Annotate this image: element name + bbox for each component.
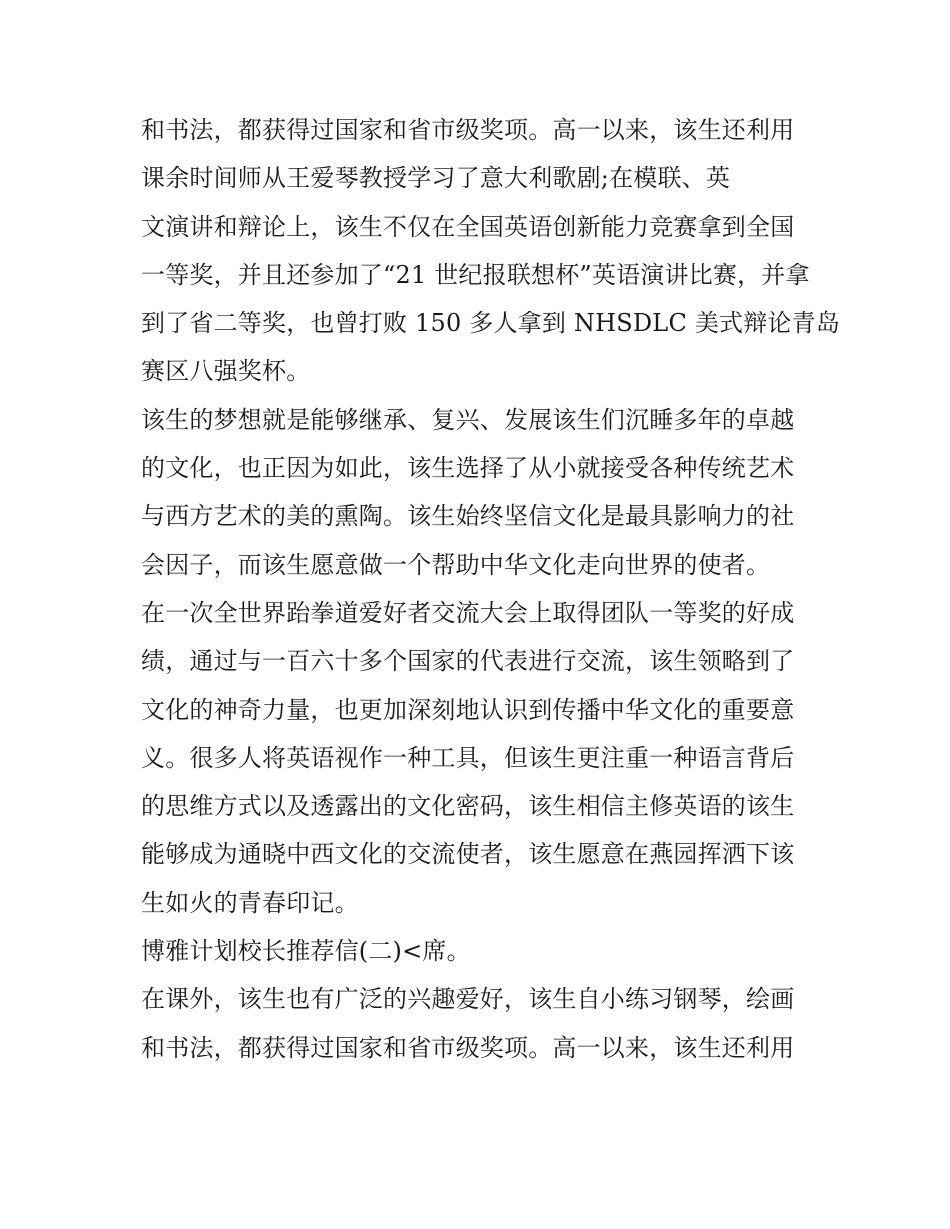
text-line: 的思维方式以及透露出的文化密码，该生相信主修英语的该生 <box>141 792 795 821</box>
text-line: 义。很多人将英语视作一种工具，但该生更注重一种语言背后 <box>141 743 795 772</box>
text-line: 赛区八强奖杯。 <box>141 357 311 386</box>
text-line: 绩，通过与一百六十多个国家的代表进行交流，该生领略到了 <box>141 647 795 676</box>
section-heading: 博雅计划校长推荐信(二)<席。 <box>141 937 471 966</box>
text-line: 和书法，都获得过国家和省市级奖项。高一以来，该生还利用 <box>141 1033 795 1062</box>
text-line: 和书法，都获得过国家和省市级奖项。高一以来，该生还利用 <box>141 116 795 144</box>
text-line: 在一次全世界跆拳道爱好者交流大会上取得团队一等奖的好成 <box>141 598 795 627</box>
text-line: 一等奖，并且还参加了“21 世纪报联想杯”英语演讲比赛，并拿 <box>141 260 810 289</box>
document-body <box>141 106 841 1072</box>
text-line: 能够成为通晓中西文化的交流使者，该生愿意在燕园挥洒下该 <box>141 840 795 869</box>
text-line: 在课外，该生也有广泛的兴趣爱好，该生自小练习钢琴，绘画 <box>141 985 795 1014</box>
text-line: 文演讲和辩论上，该生不仅在全国英语创新能力竞赛拿到全国 <box>141 212 795 241</box>
text-line: 课余时间师从王爱琴教授学习了意大利歌剧;在模联、英 <box>141 164 731 193</box>
text-line: 生如火的青春印记。 <box>141 888 359 917</box>
text-line: 到了省二等奖，也曾打败 150 多人拿到 NHSDLC 美式辩论青岛 <box>141 309 841 338</box>
text-line: 该生的梦想就是能够继承、复兴、发展该生们沉睡多年的卓越 <box>141 405 795 434</box>
text-line: 文化的神奇力量，也更加深刻地认识到传播中华文化的重要意 <box>141 695 795 724</box>
text-line: 会因子，而该生愿意做一个帮助中华文化走向世界的使者。 <box>141 550 771 579</box>
text-line: 与西方艺术的美的熏陶。该生始终坚信文化是最具影响力的社 <box>141 502 795 531</box>
text-line: 的文化，也正因为如此，该生选择了从小就接受各种传统艺术 <box>141 454 795 483</box>
